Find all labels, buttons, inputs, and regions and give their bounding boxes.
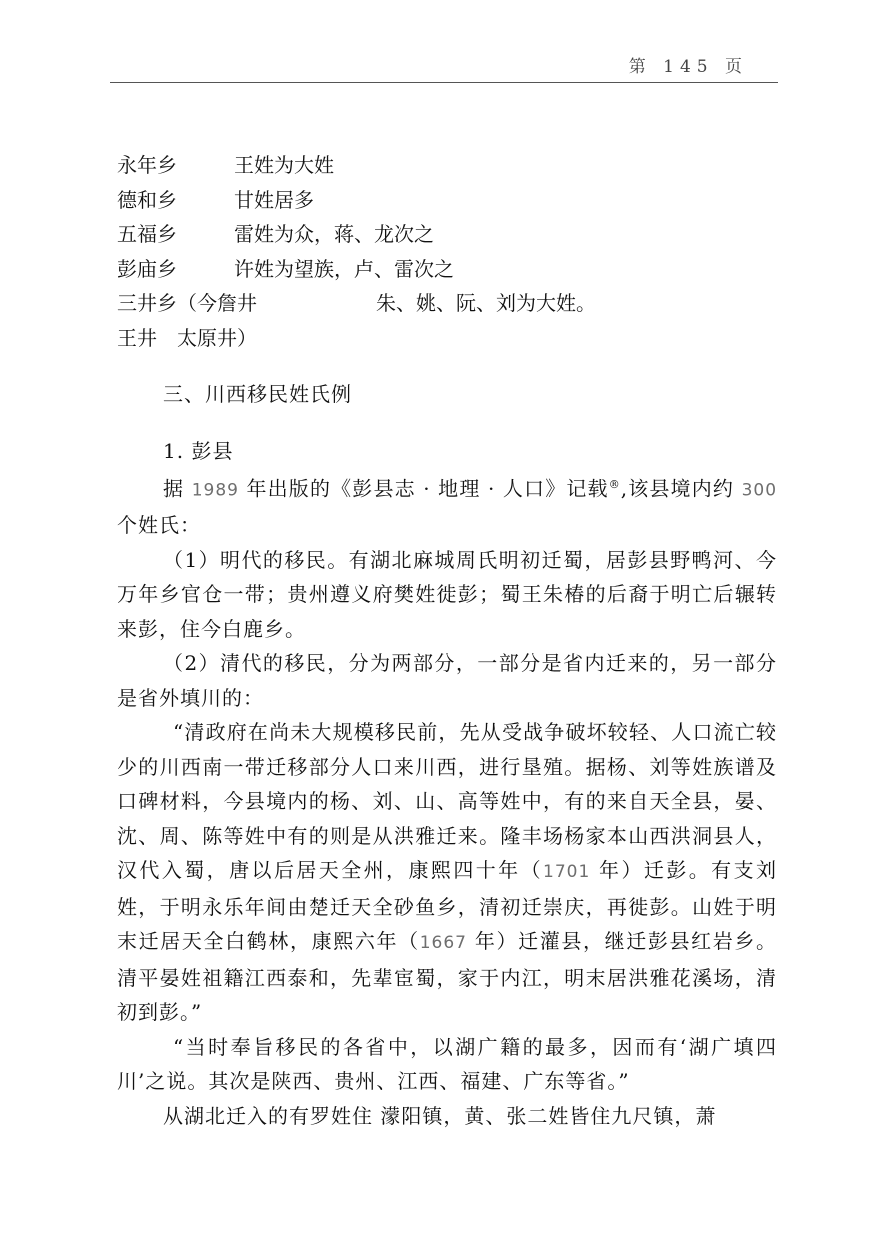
list-desc: 许姓为望族，卢、雷次之 [234,256,454,281]
list-place: 永年乡 [117,153,177,177]
list-item [117,252,777,287]
year-number: 1667 [419,933,467,954]
list-item [117,183,777,218]
count-number: 300 [741,480,778,501]
footnote-mark: ® [608,478,621,491]
sub-heading: 1. 彭县 [163,438,234,463]
paragraph-ming: （1）明代的移民。有湖北麻城周氏明初迁蜀，居彭县野鸭河、今万年乡官仓一带；贵州遵义府樊姓徙彭；蜀王朱椿的后裔于明亡后辗转来彭，住今白鹿乡。 [117,547,777,641]
list-place: 五福乡 [117,222,177,246]
paragraph-qing: （2）清代的移民，分为两部分，一部分是省内迁来的，另一部分是省外填川的： [117,651,777,710]
page-body [117,148,777,1133]
list-item [117,217,777,252]
page-number: 第 145 页 [628,57,748,77]
intro-paragraph: 据 1989 年出版的《彭县志 · 地理 · 人口》记载®,该县境内约 300 个姓氏： [117,476,778,538]
list-place: 王井 太原井） [117,325,257,350]
quote-paragraph-2: “当时奉旨移民的各省中，以湖广籍的最多，因而有‘湖广填四川’之说。其次是陕西、贵州、江西、福建、广东等省。” [117,1034,777,1094]
page-header [110,52,778,83]
list-item [117,148,777,183]
list-place: 德和乡 [117,187,177,212]
list-desc: 甘姓居多 [234,187,314,212]
quote-paragraph: “清政府在尚未大规模移民前，先从受战争破坏较轻、人口流亡较少的川西南一带迁移部分人口来川西，进行垦殖。据杨、刘等姓族谱及口碑材料，今县境内的杨、刘、山、高等姓中，有的来自天全县，晏、沈、周、陈等姓中有的则是从洪雅迁来。隆丰场杨家本山西洪洞县人，汉代入蜀，唐以后居天全州，康熙四十年（1701 年）迁彭。有支刘姓，于明永乐年间由楚迁天全砂鱼乡，清初迁崇庆，再徙彭。山姓于明末迁居天全白鹤林，康熙六年（1667 年）迁灌县，继迁彭县红岩乡。清平晏姓祖籍江西泰和，先辈宦蜀，家于内江，明末居洪雅花溪场，清初到彭。” [117,720,778,1025]
list-item [117,286,777,321]
list-desc: 朱、姚、阮、刘为大姓。 [376,291,596,315]
year-number: 1989 [191,480,239,501]
list-desc: 王姓为大姓 [234,153,334,177]
list-desc: 雷姓为众，蒋、龙次之 [234,222,434,246]
list-item [117,321,777,356]
paragraph-hubei: 从湖北迁入的有罗姓住 濛阳镇，黄、张二姓皆住九尺镇，萧 [163,1103,717,1128]
list-place: 三井乡（今詹井 [117,291,257,315]
year-number: 1701 [543,862,591,883]
list-place: 彭庙乡 [117,256,177,281]
section-heading: 三、川西移民姓氏例 [163,382,352,406]
